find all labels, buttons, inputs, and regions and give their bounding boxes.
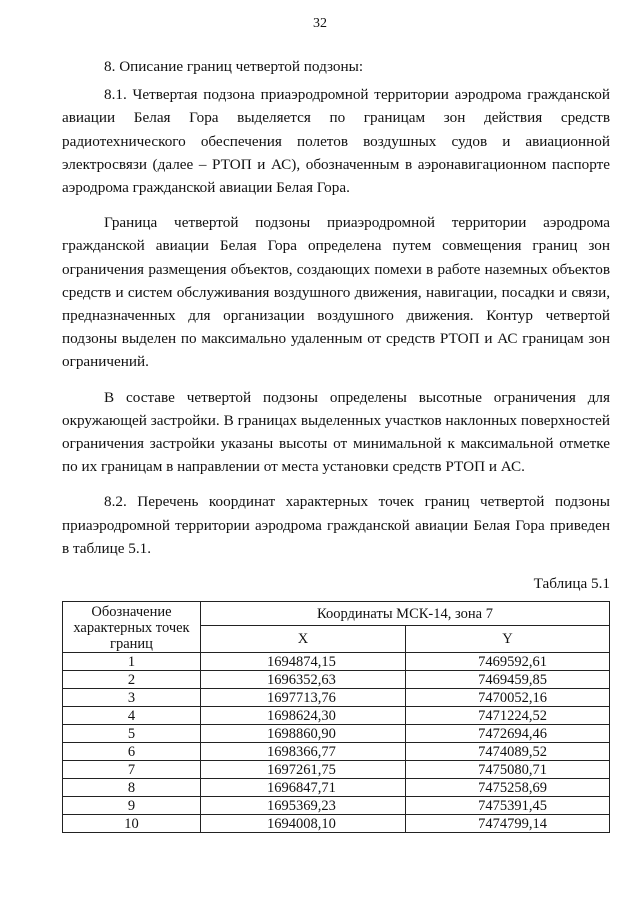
table-row xyxy=(63,797,610,815)
document-body xyxy=(62,55,610,833)
coordinates-table xyxy=(62,601,610,833)
x-coordinate: 1694008,10 xyxy=(201,815,406,833)
y-coordinate: 7472694,46 xyxy=(406,725,610,743)
point-number: 3 xyxy=(63,689,201,707)
x-coordinate: 1697713,76 xyxy=(201,689,406,707)
point-number: 9 xyxy=(63,797,201,815)
section-heading: 8. Описание границ четвертой подзоны: xyxy=(104,58,364,75)
table-caption: Таблица 5.1 xyxy=(533,575,610,593)
y-coordinate: 7475258,69 xyxy=(406,779,610,797)
x-header: X xyxy=(201,626,406,653)
point-label-header: Обозначение характерных точек границ xyxy=(63,602,201,653)
y-coordinate: 7469592,61 xyxy=(406,653,610,671)
x-coordinate: 1695369,23 xyxy=(201,797,406,815)
paragraph-boundary: Граница четвертой подзоны приаэродромной территории аэродрома гражданской авиации Белая Гора определена путем совмещения границ зон ограничения размещения объектов, создающих помехи в работе наземных объектов средств и систем обслуживания воздушного движения, навигации, посадки и связи, предназначенных для организации воздушного движения. Контур четвертой подзоны выделен по максимально удаленным от средств РТОП и АС границам зон ограничений. xyxy=(62,214,610,371)
point-number: 10 xyxy=(63,815,201,833)
table-row xyxy=(63,671,610,689)
x-coordinate: 1696847,71 xyxy=(201,779,406,797)
x-coordinate: 1696352,63 xyxy=(201,671,406,689)
point-number: 6 xyxy=(63,743,201,761)
x-coordinate: 1697261,75 xyxy=(201,761,406,779)
page-number: 32 xyxy=(313,16,327,31)
table-row xyxy=(63,707,610,725)
y-coordinate: 7469459,85 xyxy=(406,671,610,689)
table-row xyxy=(63,761,610,779)
table-row xyxy=(63,779,610,797)
y-header: Y xyxy=(406,626,610,653)
point-number: 7 xyxy=(63,761,201,779)
table-row xyxy=(63,743,610,761)
table-row xyxy=(63,725,610,743)
x-coordinate: 1694874,15 xyxy=(201,653,406,671)
paragraph-height-limits: В составе четвертой подзоны определены высотные ограничения для окружающей застройки. В границах выделенных участков наклонных поверхностей ограничения застройки указаны высоты от минимальной к максимальной отметке по их границам в направлении от места установки средств РТОП и АС. xyxy=(62,388,610,476)
point-number: 2 xyxy=(63,671,201,689)
y-coordinate: 7470052,16 xyxy=(406,689,610,707)
table-row xyxy=(63,653,610,671)
y-coordinate: 7474799,14 xyxy=(406,815,610,833)
x-coordinate: 1698366,77 xyxy=(201,743,406,761)
y-coordinate: 7475080,71 xyxy=(406,761,610,779)
y-coordinate: 7474089,52 xyxy=(406,743,610,761)
y-coordinate: 7475391,45 xyxy=(406,797,610,815)
paragraph-8-2: 8.2. Перечень координат характерных точек границ четвертой подзоны приаэродромной территории аэродрома гражданской авиации Белая Гора приведен в таблице 5.1. xyxy=(62,493,610,557)
table-row xyxy=(63,689,610,707)
table-row xyxy=(63,815,610,833)
point-number: 8 xyxy=(63,779,201,797)
y-coordinate: 7471224,52 xyxy=(406,707,610,725)
point-number: 1 xyxy=(63,653,201,671)
x-coordinate: 1698860,90 xyxy=(201,725,406,743)
coordinate-system-header: Координаты МСК-14, зона 7 xyxy=(201,602,610,626)
paragraph-8-1: 8.1. Четвертая подзона приаэродромной территории аэродрома гражданской авиации Белая Гора выделяется по границам зон действия средств радиотехнического обеспечения полетов воздушных судов и авиационной электросвязи (далее – РТОП и АС), обозначенным в аэронавигационном паспорте аэродрома гражданской авиации Белая Гора. xyxy=(62,86,610,197)
point-number: 4 xyxy=(63,707,201,725)
x-coordinate: 1698624,30 xyxy=(201,707,406,725)
point-number: 5 xyxy=(63,725,201,743)
